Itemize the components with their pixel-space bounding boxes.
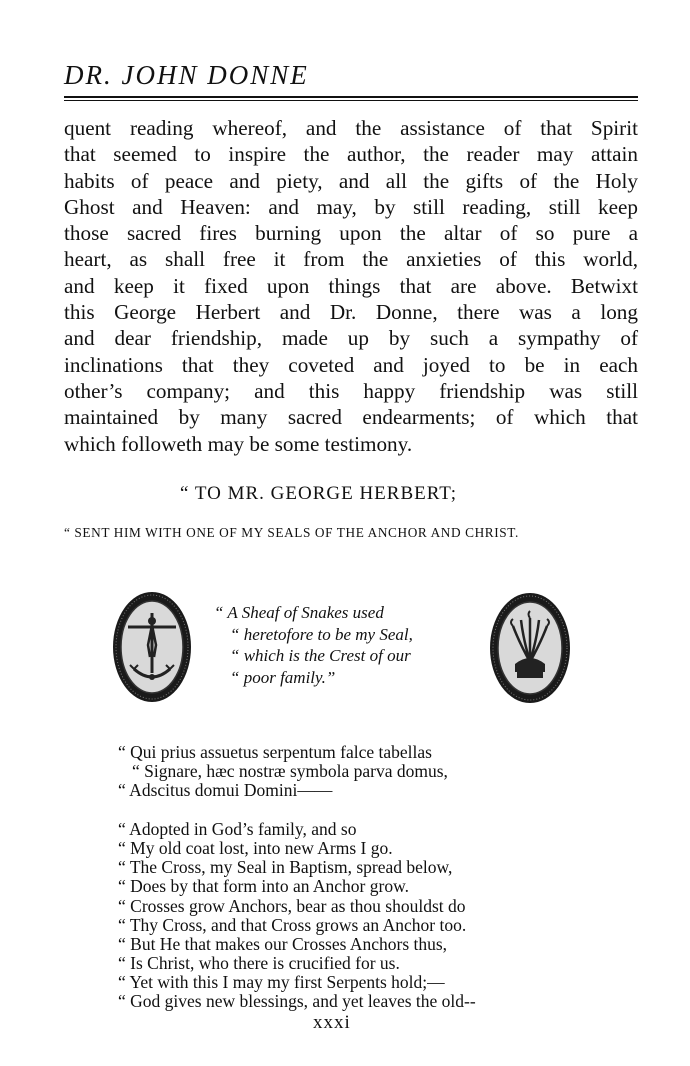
latin-verse-line: “ Qui prius assuetus serpentum falce tabellas: [118, 742, 432, 762]
running-head: DR. JOHN DONNE: [64, 60, 309, 90]
prose-line: which followeth may be some testimony.: [64, 431, 413, 456]
seal-caption: [214, 602, 476, 688]
stanza-break: [118, 801, 476, 820]
prose-line: this George Herbert and Dr. Donne, there was a long: [64, 300, 638, 325]
caption-line: “ poor family.”: [230, 667, 336, 687]
latin-verse-line: “ Signare, hæc nostræ symbola parva domus,: [132, 761, 448, 782]
latin-verse-line: “ Adscitus domui Domini——: [118, 780, 333, 801]
caption-line: “ heretofore to be my Seal,: [230, 624, 413, 644]
prose-paragraph: [64, 115, 638, 457]
prose-line: heart, as shall free it from the anxieties of this world,: [64, 247, 638, 272]
prose-line: other’s company; and this happy friendship was still: [64, 378, 638, 403]
english-verse-line: “ Crosses grow Anchors, bear as thou shouldst do: [118, 895, 466, 916]
prose-line: inclinations that they coveted and joyed to be in each: [64, 352, 638, 377]
english-verse-line: “ Adopted in God’s family, and so: [118, 818, 357, 839]
prose-line: and dear friendship, made up by such a sympathy of: [64, 326, 638, 351]
prose-line: and keep it fixed upon things that are above. Betwixt: [64, 273, 638, 298]
english-verse-line: “ Thy Cross, and that Cross grows an Anchor too.: [118, 914, 467, 935]
english-verse-line: “ But He that makes our Crosses Anchors thus,: [118, 933, 448, 954]
prose-line: those sacred fires burning upon the altar of so pure a: [64, 221, 638, 246]
english-verse-line: “ My old coat lost, into new Arms I go.: [118, 837, 393, 858]
header-rule: [64, 96, 638, 101]
prose-line: quent reading whereof, and the assistance of that Spirit: [64, 116, 638, 140]
english-verse-line: “ Does by that form into an Anchor grow.: [118, 876, 409, 897]
prose-line: that seemed to inspire the author, the reader may attain: [64, 142, 638, 167]
caption-line: “ A Sheaf of Snakes used: [214, 603, 384, 622]
page-number: xxxi: [313, 1012, 351, 1033]
prose-line: Ghost and Heaven: and may, by still reading, still keep: [64, 194, 638, 219]
poem-title: “ TO MR. GEORGE HERBERT;: [180, 483, 458, 504]
english-verse-line: “ The Cross, my Seal in Baptism, spread below,: [118, 857, 453, 878]
anchor-cross-seal-image: [112, 591, 192, 703]
prose-line: maintained by many sacred endearments; of which that: [64, 405, 638, 430]
english-verse-line: “ Is Christ, who there is crucified for us.: [118, 953, 400, 974]
caption-line: “ which is the Crest of our: [230, 646, 411, 665]
poem-subtitle: “ SENT HIM WITH ONE OF MY SEALS OF THE ANCHOR AND CHRIST.: [64, 525, 519, 540]
english-verse-line: “ Yet with this I may my first Serpents hold;—: [118, 972, 445, 993]
sheaf-of-snakes-seal-image: [489, 592, 571, 704]
prose-line: habits of peace and piety, and all the gifts of the Holy: [64, 168, 638, 193]
poem-verse: [118, 743, 476, 1012]
english-verse-line: “ God gives new blessings, and yet leaves the old--: [118, 991, 476, 1012]
